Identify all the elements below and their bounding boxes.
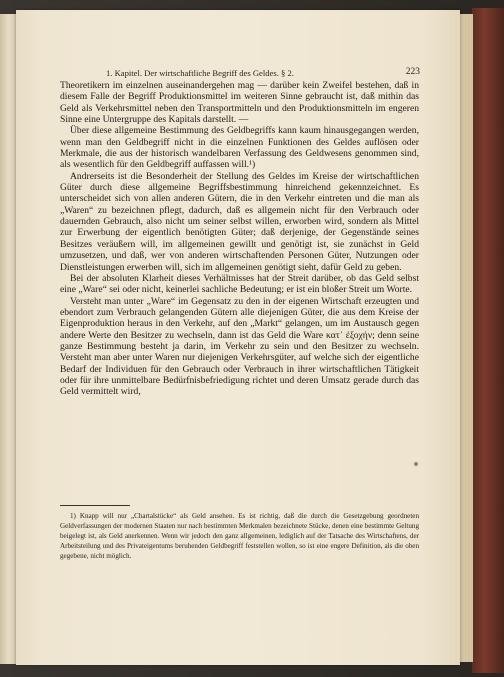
paragraph: Andrerseits ist die Besonderheit der Stellung des Geldes im Kreise der wirtschaftlichen Güter durch diese allgemeine Begriffsbestimmung hinreichend gekennzeichnet. Es unterscheidet sich von allen anderen Gütern, die in den Verkehr eintreten und die man als „Waren“ zu bezeichnen pflegt, dadurch, daß es allgemein nicht für den Verbrauch oder dauernden Gebrauch, also nicht um seiner selbst willen, erworben wird, sondern als Mittel zur Erwerbung der eigentlich benötigten Güter; daß derjenige, der Gegenstände seines Besitzes veräußern will, im allgemeinen gewillt und genötigt ist, sie zunächst in Geld umzusetzen, und daß, wer von anderen wirtschaftenden Personen Güter, Nutzungen oder Dienstleistungen erwerben will, sich im allgemeinen genötigt sieht, dafür Geld zu geben. xyxy=(60,170,419,273)
book-cover-edge xyxy=(472,8,504,673)
paragraph: Bei der absoluten Klarheit dieses Verhältnisses hat der Streit darüber, ob das Geld selbst eine „Ware“ sei oder nicht, keinerlei sachliche Bedeutung; er ist ein bloßer Streit um Worte. xyxy=(60,272,419,296)
footnote-rule xyxy=(60,505,130,506)
paragraph: Versteht man unter „Ware“ im Gegensatz zu den in der eigenen Wirtschaft erzeugten und ebendort zum Verbrauch gelangenden Gütern alle diejenigen Güter, die aus dem Kreise der Eigenproduktion heraus in den Verkehr, auf den „Markt“ gelangen, um im Austausch gegen andere Werte den Besitzer zu wechseln, dann ist das Geld die Ware κατ᾽ ἐξοχήν; denn seine ganze Bestimmung besteht ja darin, im Verkehr zu sein und den Besitzer zu wechseln. Versteht man aber unter Waren nur diejenigen Verkehrsgüter, auf welche sich der eigentliche Bedarf der Individuen für den Gebrauch oder Verbrauch in ihrer wirtschaftlichen Tätigkeit oder für ihre unmittelbare Bedürfnisbefriedigung richtet und deren Umsatz gerade durch das Geld vermittelt wird, xyxy=(60,295,419,398)
page-stack-edges xyxy=(458,14,473,662)
page-mark xyxy=(414,462,418,466)
running-head-title: 1. Kapitel. Der wirtschaftliche Begriff des Geldes. § 2. xyxy=(106,68,294,78)
paragraph: Theoretikern im einzelnen auseinandergehen mag — darüber kein Zweifel bestehen, daß in diesem Falle der Begriff Produktionsmittel im weiteren Sinne gebraucht ist, daß mithin das Geld als Verkehrsmittel neben den Transportmitteln und den Produktionsmitteln im engeren Sinne eine Untergruppe des Kapitals darstellt. — xyxy=(60,80,419,126)
page-number: 223 xyxy=(405,67,420,77)
footnote: 1) Knapp will nur „Chartalstücke“ als Geld ansehen. Es ist richtig, daß die durch die Gesetzgebung geordneten Geldverfassungen der modernen Staaten nur nach bestimmten Merkmalen bezeichnete Stücke, denen eine bestimmte Geltung beigelegt ist, als Geld anerkennen. Wenn wir jedoch den ganz allgemeinen, lediglich auf der Tatsache des Wirtschaftens, der Arbeitsteilung und des Privateigentums beruhenden Geldbegriff feststellen wollen, so ist eine engere Definition, als die oben gegebene, nicht möglich. xyxy=(60,512,419,560)
paragraph: Über diese allgemeine Bestimmung des Geldbegriffs kann kaum hinausgegangen werden, wenn man den Geldbegriff nicht in die einzelnen Funktionen des Geldes auflösen oder Merkmale, die aus der historisch wandelbaren Verfassung des Geldwesens genommen sind, als wesentlich für den Geldbegriff auffassen will.¹) xyxy=(60,125,419,171)
previous-page-edge xyxy=(0,14,17,664)
body-text xyxy=(60,80,419,398)
